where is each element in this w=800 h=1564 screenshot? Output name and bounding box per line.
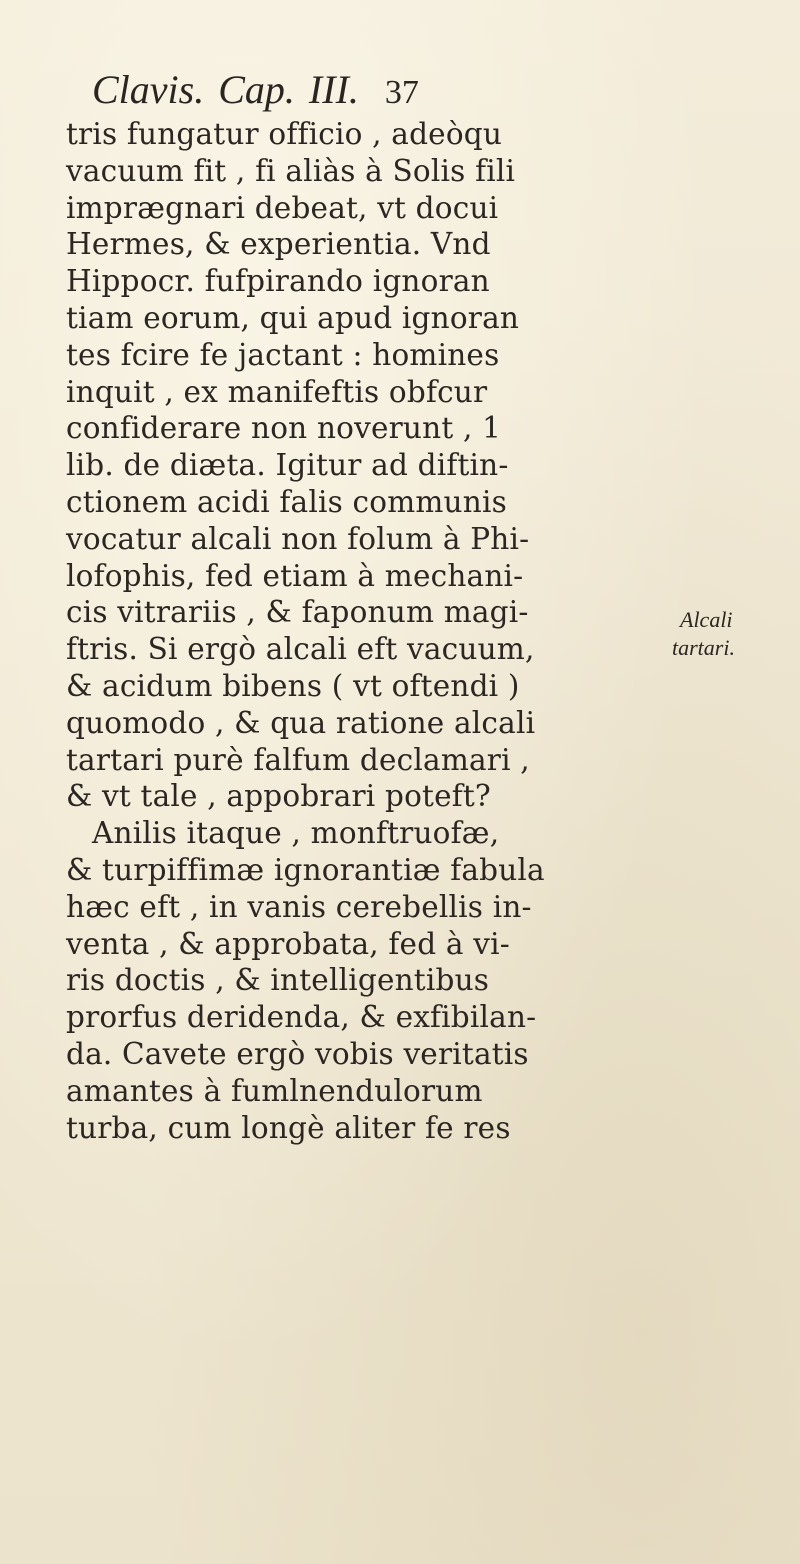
text-line: venta , & approbata, fed à vi- bbox=[66, 926, 510, 961]
text-line: da. Cavete ergò vobis veritatis bbox=[66, 1036, 529, 1071]
body-text bbox=[66, 116, 626, 1146]
text-line: vacuum fit , fi aliàs à Solis fili bbox=[66, 153, 516, 188]
text-line: confiderare non noverunt , 1 bbox=[66, 411, 502, 446]
text-line: cis vitrariis , & faponum magi- bbox=[66, 595, 529, 630]
text-line: quomodo , & qua ratione alcali bbox=[66, 705, 536, 740]
text-line: vocatur alcali non folum à Phi- bbox=[66, 521, 530, 556]
text-line: ctionem acidi falis communis bbox=[66, 484, 507, 519]
text-line: & turpiffimæ ignorantiæ fabula bbox=[66, 852, 545, 887]
text-line: prorfus deridenda, & exfibilan- bbox=[66, 1000, 537, 1035]
marginal-note-line: Alcali bbox=[680, 607, 733, 632]
text-line: & vt tale , appobrari poteft? bbox=[66, 779, 491, 814]
text-line: tartari purè falfum declamari , bbox=[66, 742, 530, 777]
text-line: Anilis itaque , monftruofæ, bbox=[92, 816, 500, 851]
text-line: ftris. Si ergò alcali eft vacuum, bbox=[66, 632, 535, 667]
header-chapter-number: III. bbox=[308, 67, 359, 112]
text-line: tiam eorum, qui apud ignoran bbox=[66, 300, 520, 335]
running-header bbox=[92, 66, 592, 122]
text-line: imprægnari debeat, vt docui bbox=[66, 190, 499, 225]
text-line: inquit , ex manifeftis obfcur bbox=[66, 374, 488, 409]
marginal-note bbox=[672, 606, 792, 662]
text-line: lofophis, fed etiam à mechani- bbox=[66, 558, 524, 593]
text-line: ris doctis , & intelligentibus bbox=[66, 963, 490, 998]
header-title: Clavis. bbox=[92, 67, 205, 112]
text-line: tris fungatur officio , adeòqu bbox=[66, 117, 503, 151]
marginal-note-line: tartari. bbox=[672, 635, 735, 660]
text-line: Hippocr. fufpirando ignoran bbox=[66, 264, 490, 299]
page-number: 37 bbox=[384, 74, 419, 111]
text-line: Hermes, & experientia. Vnd bbox=[66, 227, 491, 262]
text-line: hæc eft , in vanis cerebellis in- bbox=[66, 889, 532, 924]
text-line: amantes à fumlnendulorum bbox=[66, 1073, 483, 1108]
text-line: lib. de diæta. Igitur ad diftin- bbox=[66, 448, 509, 483]
text-line: & acidum bibens ( vt oftendi ) bbox=[66, 668, 520, 703]
text-line: tes fcire fe jactant : homines bbox=[66, 337, 500, 372]
text-line: turba, cum longè aliter fe res bbox=[66, 1110, 511, 1145]
header-chapter: Cap. bbox=[218, 67, 295, 112]
